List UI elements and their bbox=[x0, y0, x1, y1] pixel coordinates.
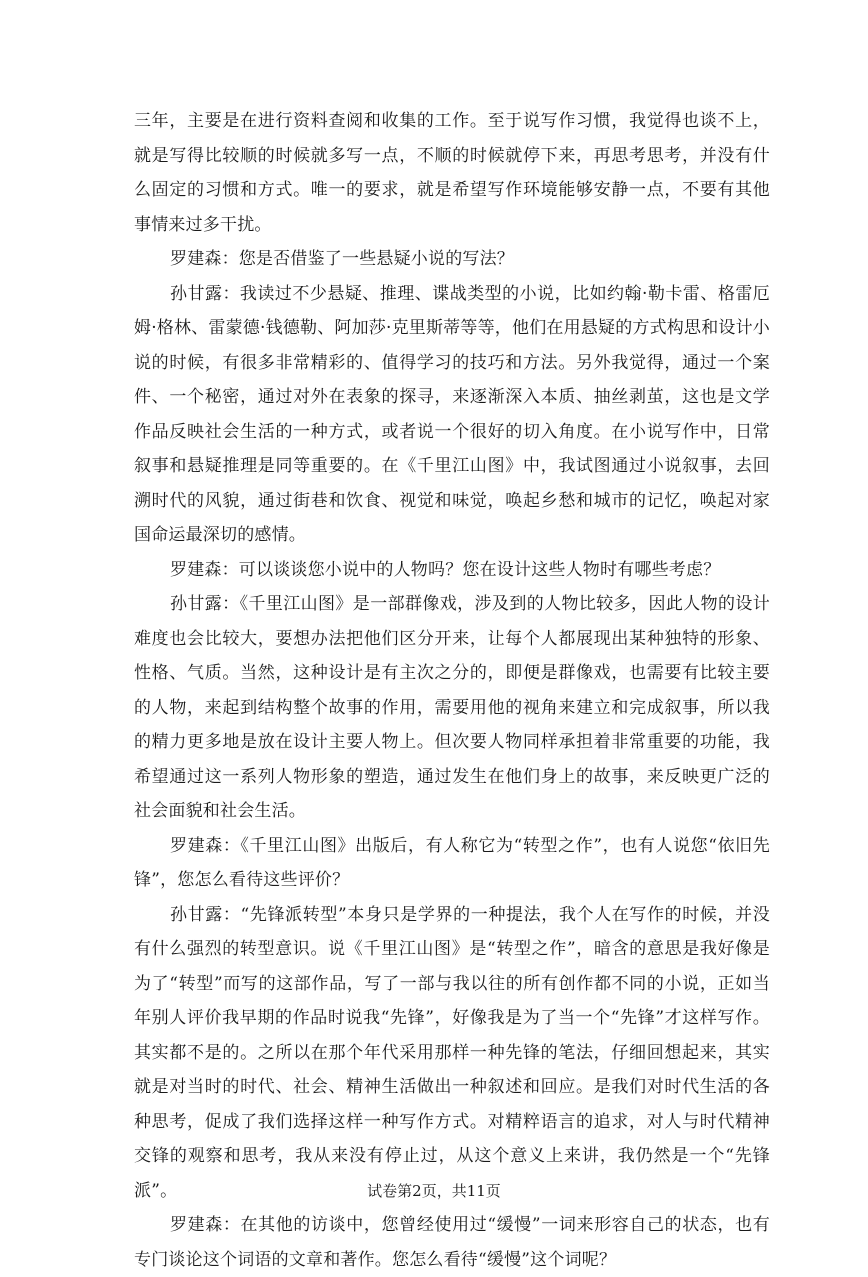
page-footer: 试卷第2页，共11页 bbox=[367, 1182, 501, 1200]
document-body bbox=[134, 104, 770, 1277]
question-paragraph: 罗建森：可以谈谈您小说中的人物吗？您在设计这些人物时有哪些考虑？ bbox=[170, 559, 721, 580]
question-paragraph: 罗建森：您是否借鉴了一些悬疑小说的写法？ bbox=[170, 249, 514, 269]
paragraph-continuation: 三年，主要是在进行资料查阅和收集的工作。至于说写作习惯，我觉得也谈不上，就是写得比较顺的时候就多写一点，不顺的时候就停下来，再思考思考，并没有什么固定的习惯和方式。唯一的要求，就是希望写作环境能够安静一点，不要有其他事情来过多干扰。 bbox=[134, 111, 770, 235]
answer-paragraph: 孙甘露：我读过不少悬疑、推理、谍战类型的小说，比如约翰·勒卡雷、格雷厄姆·格林、雷蒙德·钱德勒、阿加莎·克里斯蒂等等，他们在用悬疑的方式构思和设计小说的时候，有很多非常精彩的、值得学习的技巧和方法。另外我觉得，通过一个案件、一个秘密，通过对外在表象的探寻，来逐渐深入本质、抽丝剥茧，这也是文学作品反映社会生活的一种方式，或者说一个很好的切入角度。在小说写作中，日常叙事和悬疑推理是同等重要的。在《千里江山图》中，我试图通过小说叙事，去回溯时代的风貌，通过街巷和饮食、视觉和味觉，唤起乡愁和城市的记忆，唤起对家国命运最深切的感情。 bbox=[134, 283, 771, 545]
question-paragraph: 罗建森：《千里江山图》出版后，有人称它为“转型之作”，也有人说您“依旧先锋”，您怎么看待这些评价？ bbox=[134, 835, 770, 890]
question-paragraph: 罗建森：在其他的访谈中，您曾经使用过“缓慢”一词来形容自己的状态，也有专门谈论这个词语的文章和著作。您怎么看待“缓慢”这个词呢？ bbox=[134, 1215, 770, 1270]
answer-paragraph: 孙甘露：“先锋派转型”本身只是学界的一种提法，我个人在写作的时候，并没有什么强烈的转型意识。说《千里江山图》是“转型之作”，暗含的意思是我好像是为了“转型”而写的这部作品，写了一部与我以往的所有创作都不同的小说，正如当年别人评价我早期的作品时说我“先锋”，好像我是为了当一个“先锋”才这样写作。其实都不是的。之所以在那个年代采用那样一种先锋的笔法，仔细回想起来，其实就是对当时的时代、社会、精神生活做出一种叙述和回应。是我们对时代生活的各种思考，促成了我们选择这样一种写作方式。对精粹语言的追求，对人与时代精神交锋的观察和思考，我从来没有停止过，从这个意义上来讲，我仍然是一个“先锋派”。 bbox=[134, 904, 770, 1201]
answer-paragraph: 孙甘露：《千里江山图》是一部群像戏，涉及到的人物比较多，因此人物的设计难度也会比较大，要想办法把他们区分开来，让每个人都展现出某种独特的形象、性格、气质。当然，这种设计是有主次之分的，即便是群像戏，也需要有比较主要的人物，来起到结构整个故事的作用，需要用他的视角来建立和完成叙事，所以我的精力更多地是放在设计主要人物上。但次要人物同样承担着非常重要的功能，我希望通过这一系列人物形象的塑造，通过发生在他们身上的故事，来反映更广泛的社会面貌和社会生活。 bbox=[134, 594, 770, 821]
